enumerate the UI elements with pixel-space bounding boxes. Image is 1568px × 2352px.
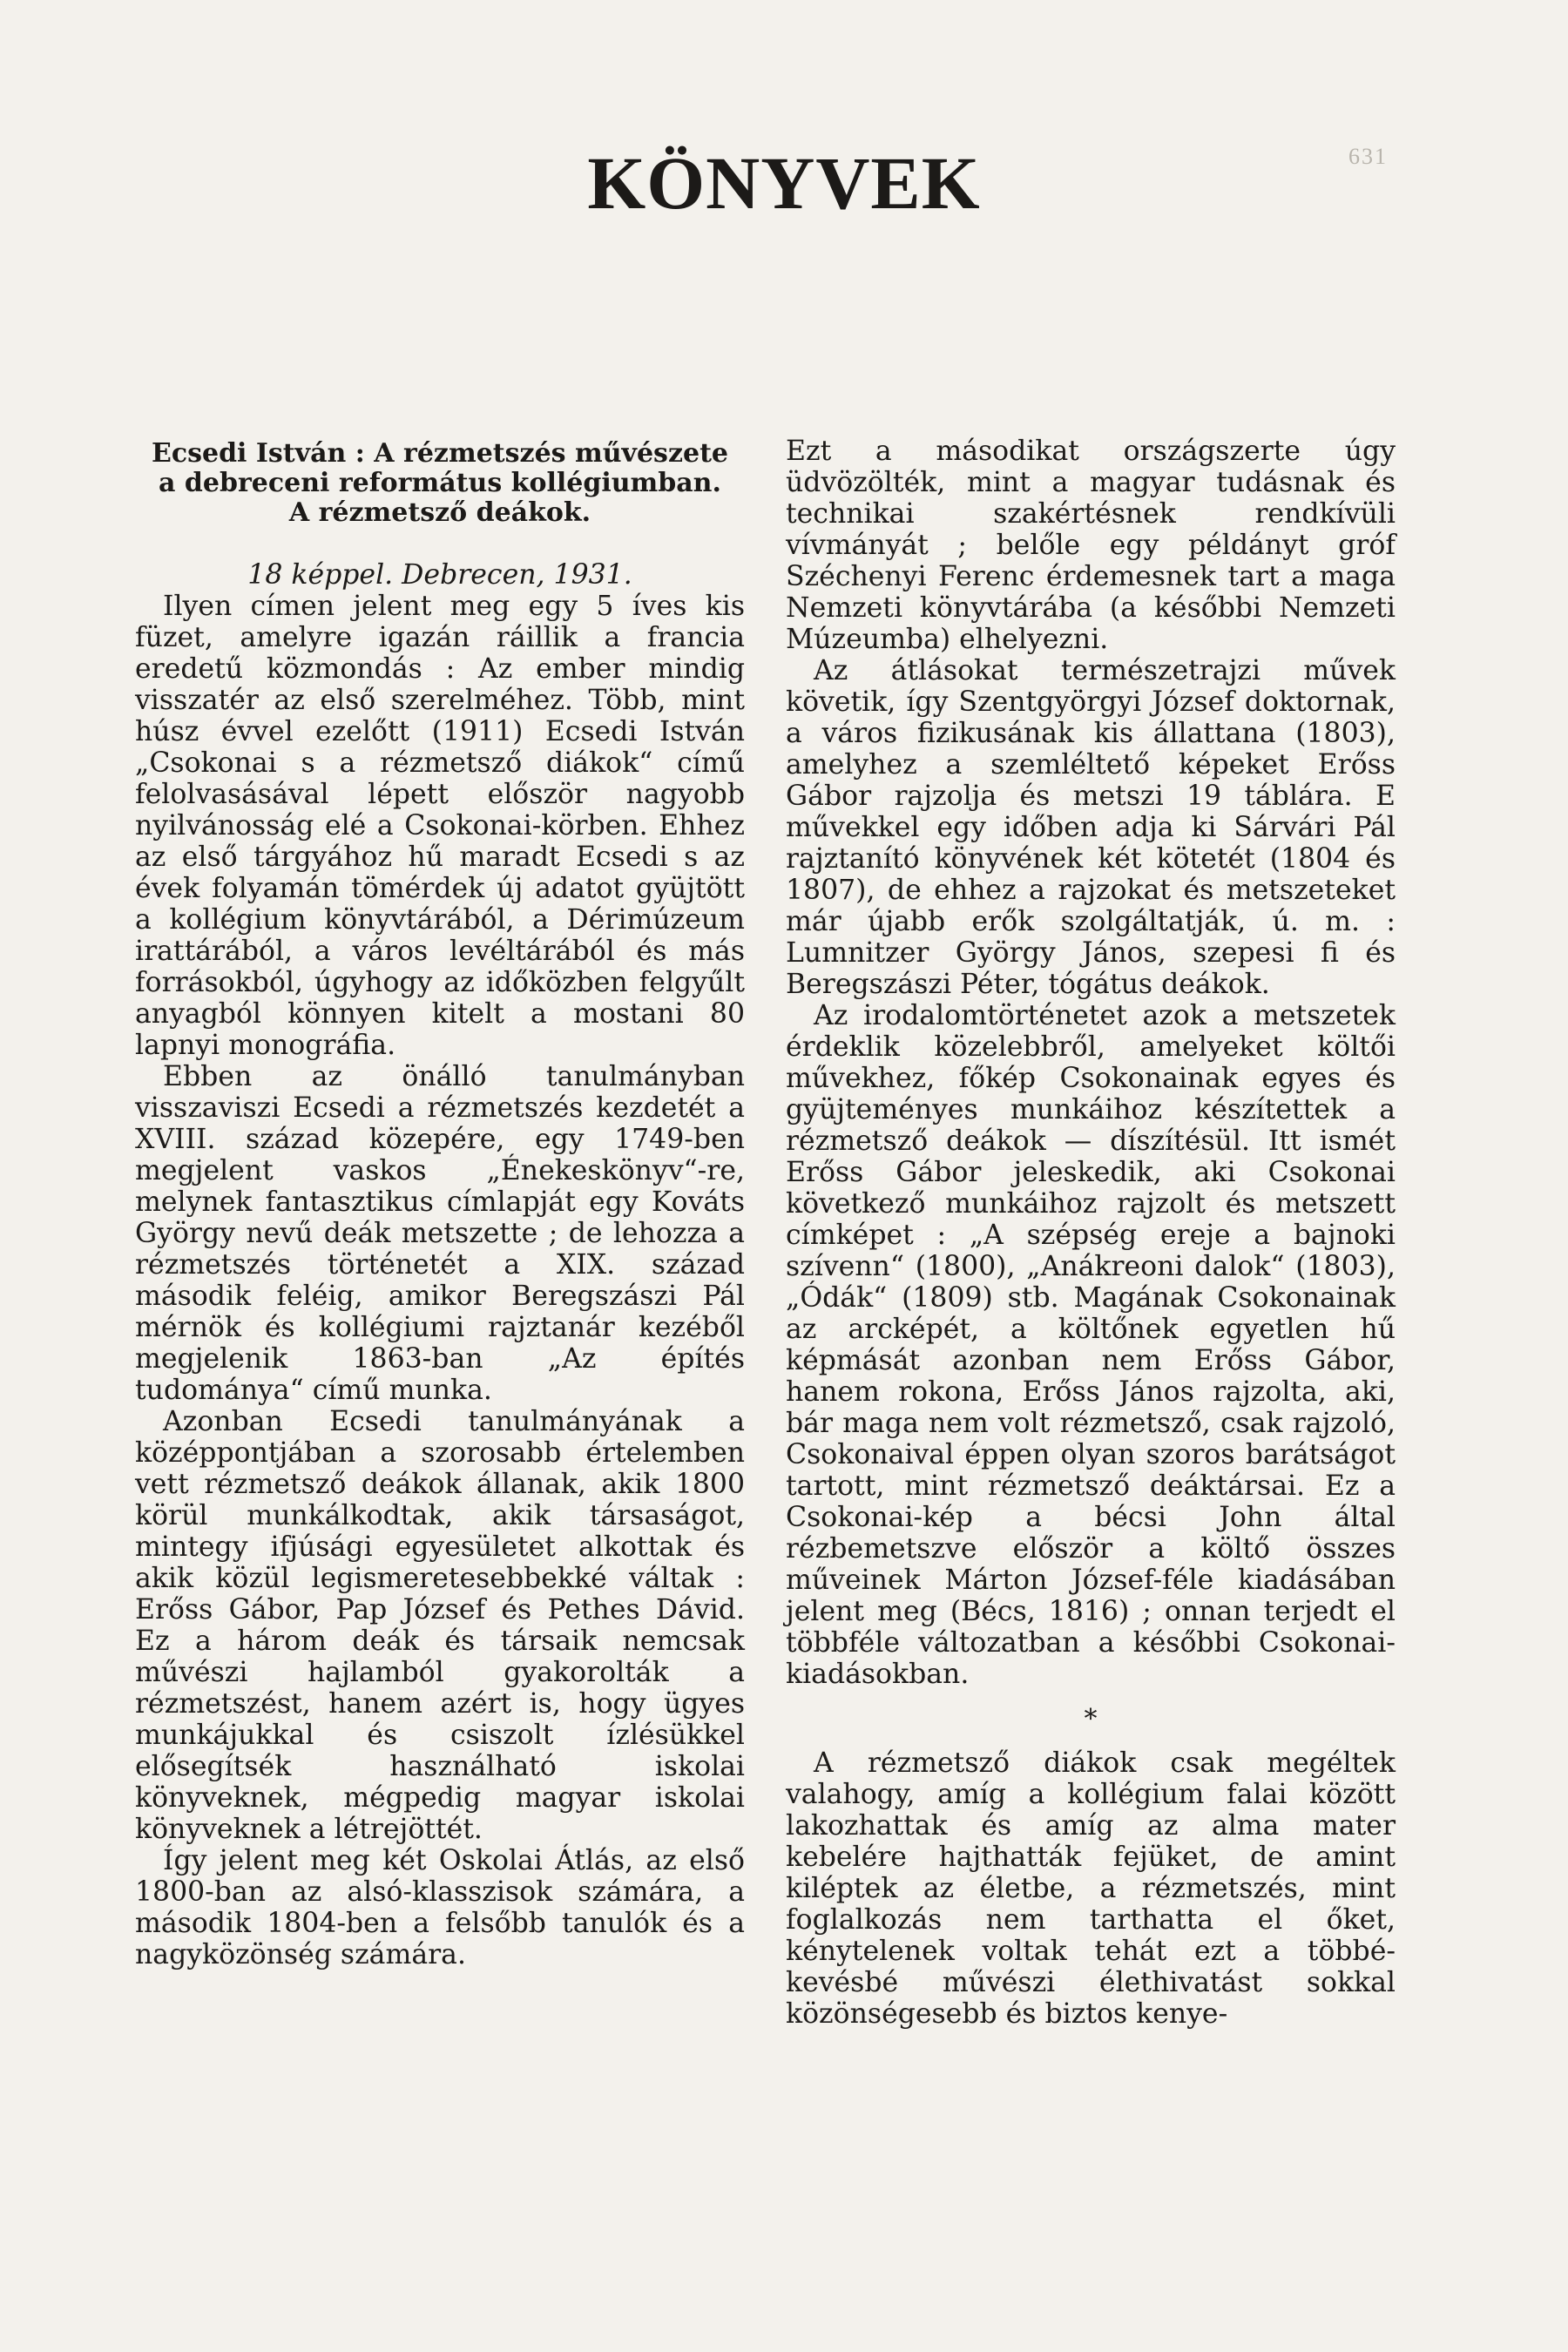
left-column (135, 436, 745, 1970)
review-heading-line-2: a debreceni református kollégiumban. (159, 468, 721, 498)
section-separator: * (1084, 1704, 1098, 1734)
review-heading-line-3: A rézmetsző deákok. (288, 497, 591, 528)
right-paragraph-4: A rézmetsző diákok csak megéltek valahogy, amíg a kollégium falai között lakozhattak és amíg az alma mater kebelére hajthatták fejüket, de amint kiléptek az életbe, a rézmetszés, mint foglalkozás nem tarthatta el őket, kénytelenek voltak tehát ezt a többé-kevésbé művészi élethivatást sokkal közönségesebb és biztos kenye- (786, 1747, 1396, 2030)
section-title: KÖNYVEK (587, 141, 981, 225)
right-column (786, 436, 1396, 2030)
left-paragraph-4: Így jelent meg két Oskolai Átlás, az első 1800-ban az alsó-klasszisok számára, a második 1804-ben a felsőbb tanulók és a nagyközönség számára. (135, 1845, 745, 1970)
review-heading (135, 439, 745, 528)
review-imprint: 18 képpel. Debrecen, 1931. (247, 559, 632, 591)
review-heading-line-1: Ecsedi István : A rézmetszés művészete (151, 438, 729, 469)
left-paragraph-2: Ebben az önálló tanulmányban visszaviszi Ecsedi a rézmetszés kezdetét a XVIII. század közepére, egy 1749-ben megjelent vaskos „Énekeskönyv“-re, melynek fantasztikus címlapját egy Kováts György nevű deák metszette ; de lehozza a rézmetszés történetét a XIX. század második feléig, amikor Beregszászi Pál mérnök és kollégiumi rajztanár kezéből megjelenik 1863-ban „Az építés tudománya“ című munka. (135, 1061, 745, 1406)
page-number: 631 (1348, 144, 1388, 169)
right-paragraph-1: Ezt a másodikat országszerte úgy üdvözölték, mint a magyar tudásnak és technikai szakértésnek rendkívüli vívmányát ; belőle egy példányt gróf Széchenyi Ferenc érdemesnek tart a maga Nemzeti könyvtárába (a későbbi Nemzeti Múzeumba) elhelyezni. (786, 436, 1396, 655)
right-paragraph-2: Az átlásokat természetrajzi művek követik, így Szentgyörgyi József doktornak, a város fizikusának kis állattana (1803), amelyhez a szemléltető képeket Erőss Gábor rajzolja és metszi 19 táblára. E művekkel egy időben adja ki Sárvári Pál rajztanító könyvének két kötetét (1804 és 1807), de ehhez a rajzokat és metszeteket már újabb erők szolgáltatják, ú. m. : Lumnitzer György János, szepesi fi és Beregszászi Péter, tógátus deákok. (786, 655, 1396, 1000)
left-paragraph-1: Ilyen címen jelent meg egy 5 íves kis füzet, amelyre igazán ráillik a francia eredetű közmondás : Az ember mindig visszatér az első szerelméhez. Több, mint húsz évvel ezelőtt (1911) Ecsedi István „Csokonai s a rézmetsző diákok“ című felolvasásával lépett először nagyobb nyilvánosság elé a Csokonai-körben. Ehhez az első tárgyához hű maradt Ecsedi s az évek folyamán tömérdek új adatot gyüjtött a kollégium könyvtárából, a Dérimúzeum irattárából, a város levéltárából és más forrásokból, úgyhogy az időközben felgyűlt anyagból könnyen kitelt a mostani 80 lapnyi monográfia. (135, 591, 745, 1061)
left-paragraph-3: Azonban Ecsedi tanulmányának a középpontjában a szorosabb értelemben vett rézmetsző deákok állanak, akik 1800 körül munkálkodtak, akik társaságot, mintegy ifjúsági egyesületet alkottak és akik közül legismeretesebbekké váltak : Erőss Gábor, Pap József és Pethes Dávid. Ez a három deák és társaik nemcsak művészi hajlamból gyakorolták a rézmetszést, hanem azért is, hogy ügyes munkájukkal és csiszolt ízlésükkel elősegítsék használható iskolai könyveknek, mégpedig magyar iskolai könyveknek a létrejöttét. (135, 1406, 745, 1845)
right-paragraph-3: Az irodalomtörténetet azok a metszetek érdeklik közelebbről, amelyeket költői művekhez, főkép Csokonainak egyes és gyüjteményes munkáihoz készítettek a rézmetsző deákok — díszítésül. Itt ismét Erőss Gábor jeleskedik, aki Csokonai következő munkáihoz rajzolt és metszett címképet : „A szépség ereje a bajnoki szívenn“ (1800), „Anákreoni dalok“ (1803), „Ódák“ (1809) stb. Magának Csokonainak az arcképét, a költőnek egyetlen hű képmását azonban nem Erőss Gábor, hanem rokona, Erőss János rajzolta, aki, bár maga nem volt rézmetsző, csak rajzoló, Csokonaival éppen olyan szoros barátságot tartott, mint rézmetsző deáktársai. Ez a Csokonai-kép a bécsi John által rézbemetszve először a költő összes műveinek Márton József-féle kiadásában jelent meg (Bécs, 1816) ; onnan terjedt el többféle változatban a későbbi Csokonai-kiadásokban. (786, 1000, 1396, 1690)
